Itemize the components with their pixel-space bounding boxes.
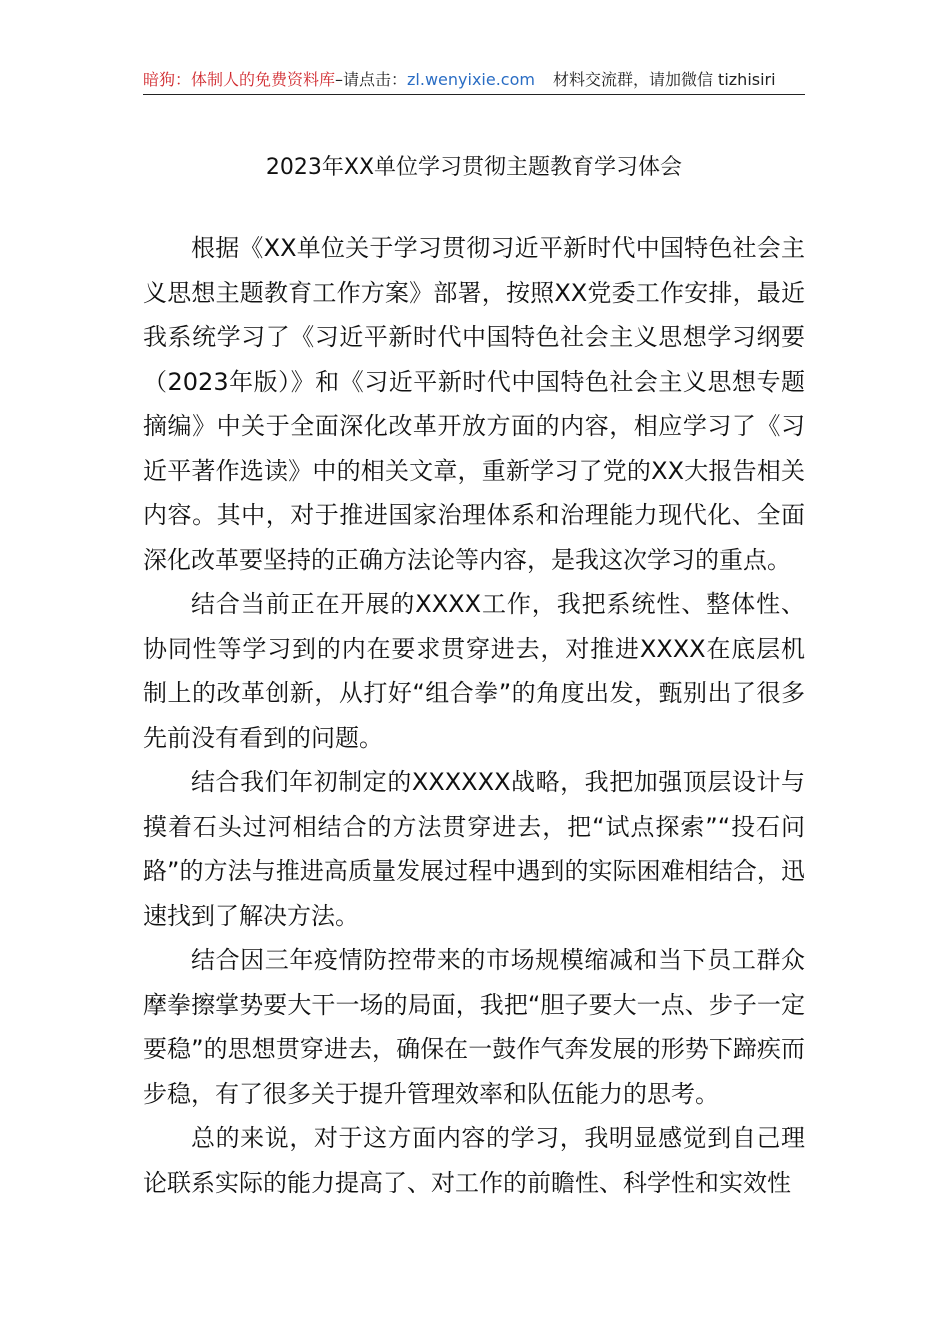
- header-url-link[interactable]: zl.wenyixie.com: [407, 70, 535, 89]
- paragraph: 根据《XX单位关于学习贯彻习近平新时代中国特色社会主义思想主题教育工作方案》部署，按照XX党委工作安排，最近我系统学习了《习近平新时代中国特色社会主义思想学习纲要（2023年版）》和《习近平新时代中国特色社会主义思想专题摘编》中关于全面深化改革开放方面的内容，相应学习了《习近平著作选读》中的相关文章，重新学习了党的XX大报告相关内容。其中，对于推进国家治理体系和治理能力现代化、全面深化改革要坚持的正确方法论等内容，是我这次学习的重点。: [143, 234, 805, 574]
- header-brand: 暗狗：体制人的免费资料库: [143, 70, 336, 89]
- paragraph: 结合当前正在开展的XXXX工作，我把系统性、整体性、协同性等学习到的内在要求贯穿进去，对推进XXXX在底层机制上的改革创新，从打好“组合拳”的角度出发，甄别出了很多先前没有看到的问题。: [143, 590, 805, 752]
- header-click-prompt: –请点击：: [335, 70, 408, 89]
- header-contact: 材料交流群，请加微信 tizhisiri: [552, 70, 776, 89]
- document-title: 2023年XX单位学习贯彻主题教育学习体会: [265, 155, 683, 180]
- paragraph: 总的来说，对于这方面内容的学习，我明显感觉到自己理论联系实际的能力提高了、对工作的前瞻性、科学性和实效性: [143, 1124, 805, 1197]
- document-body: [143, 226, 805, 1205]
- paragraph: 结合因三年疫情防控带来的市场规模缩减和当下员工群众摩拳擦掌势要大干一场的局面，我把“胆子要大一点、步子一定要稳”的思想贯穿进去，确保在一鼓作气奔发展的形势下蹄疾而步稳，有了很多关于提升管理效率和队伍能力的思考。: [143, 946, 805, 1108]
- paragraph: 结合我们年初制定的XXXXXX战略，我把加强顶层设计与摸着石头过河相结合的方法贯穿进去，把“试点探索”“投石问路”的方法与推进高质量发展过程中遇到的实际困难相结合，迅速找到了解决方法。: [143, 768, 805, 930]
- page-header: [143, 66, 805, 95]
